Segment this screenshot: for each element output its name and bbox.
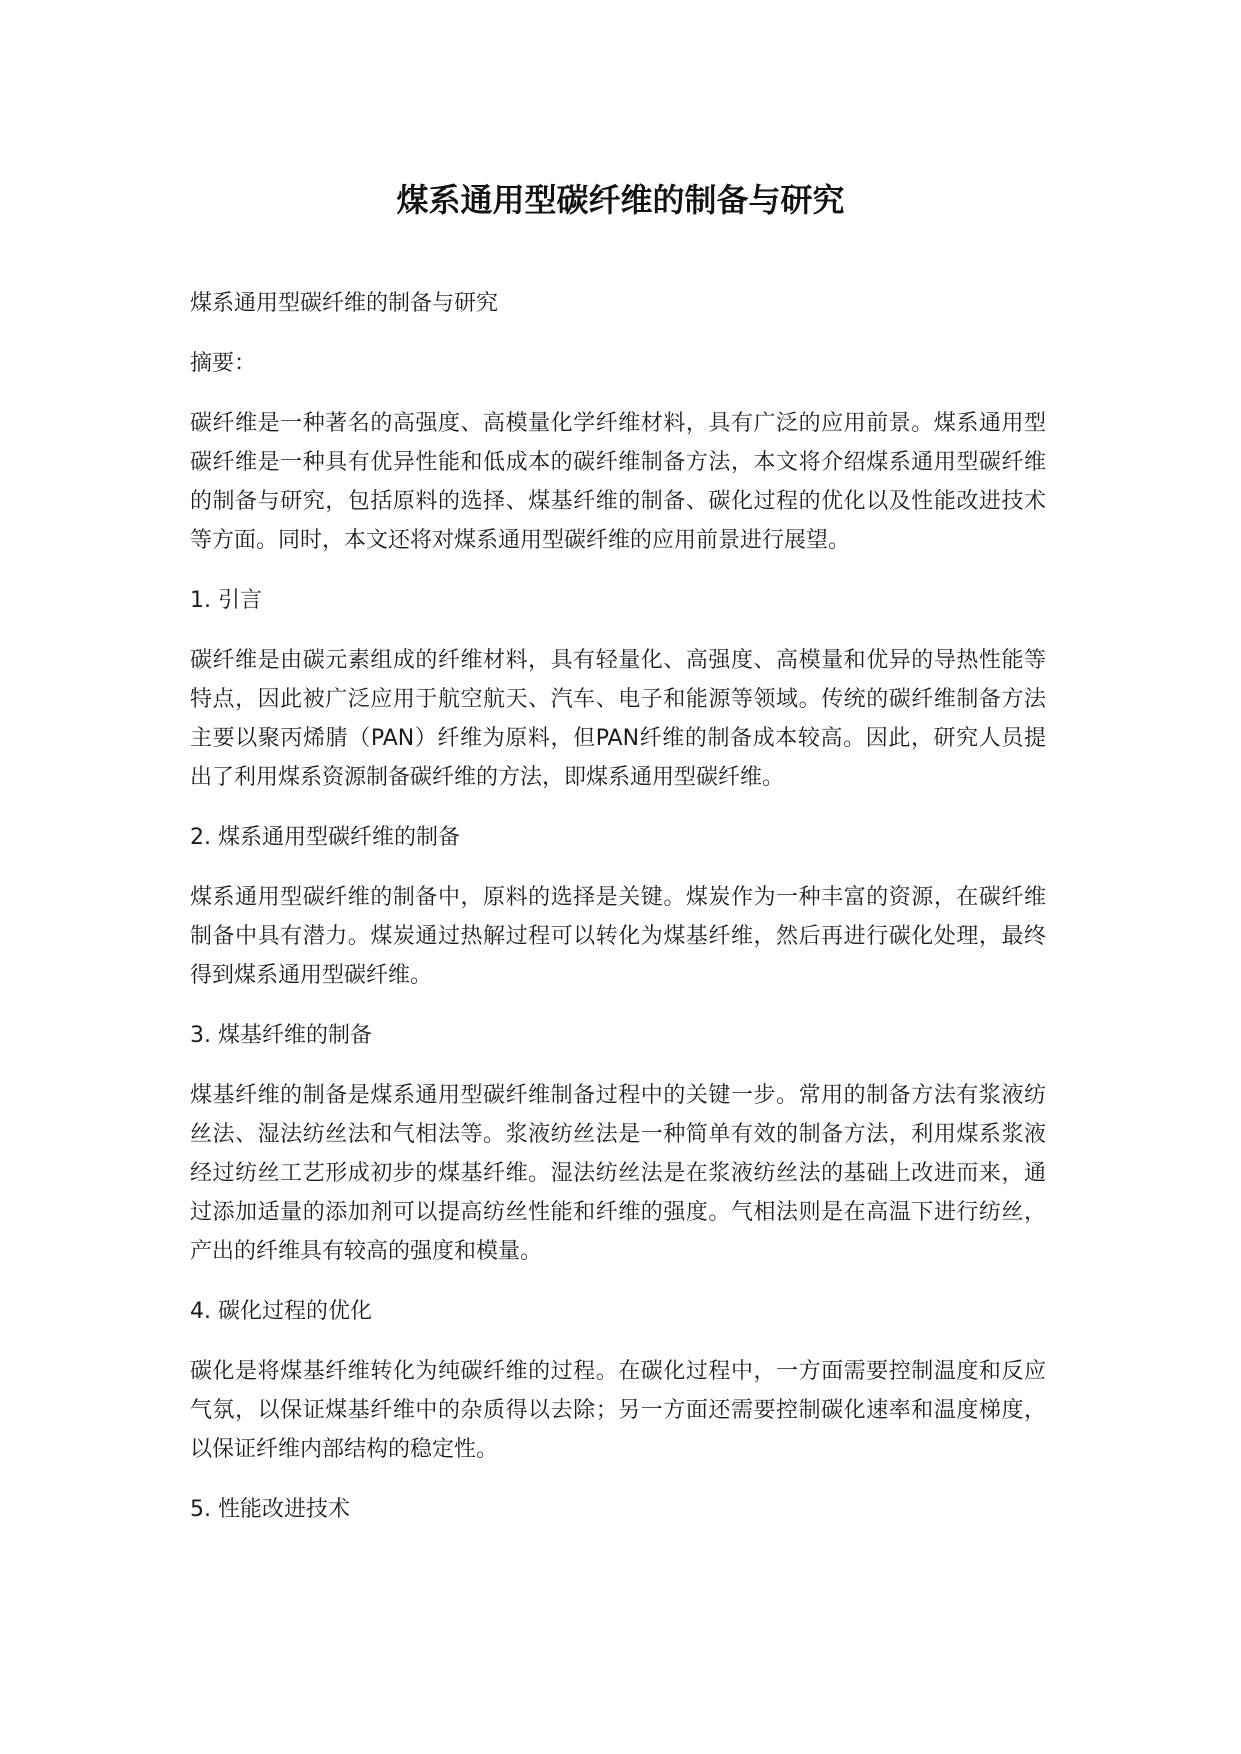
section-heading-introduction: 1. 引言 xyxy=(190,588,262,613)
document-subtitle: 煤系通用型碳纤维的制备与研究 xyxy=(190,291,499,316)
abstract-label: 摘要： xyxy=(190,351,257,376)
section-body-preparation: 煤系通用型碳纤维的制备中，原料的选择是关键。煤炭作为一种丰富的资源，在碳纤维制备中具有潜力。煤炭通过热解过程可以转化为煤基纤维，然后再进行碳化处理，最终得到煤系通用型碳纤维。 xyxy=(190,885,1046,988)
section-body-carbonization: 碳化是将煤基纤维转化为纯碳纤维的过程。在碳化过程中，一方面需要控制温度和反应气氛，以保证煤基纤维中的杂质得以去除；另一方面还需要控制碳化速率和温度梯度，以保证纤维内部结构的稳定性。 xyxy=(190,1359,1046,1462)
section-body-coal-fiber: 煤基纤维的制备是煤系通用型碳纤维制备过程中的关键一步。常用的制备方法有浆液纺丝法、湿法纺丝法和气相法等。浆液纺丝法是一种简单有效的制备方法，利用煤系浆液经过纺丝工艺形成初步的煤基纤维。湿法纺丝法是在浆液纺丝法的基础上改进而来，通过添加适量的添加剂可以提高纺丝性能和纤维的强度。气相法则是在高温下进行纺丝，产出的纤维具有较高的强度和模量。 xyxy=(190,1083,1046,1264)
section-heading-performance: 5. 性能改进技术 xyxy=(190,1497,350,1522)
document-title: 煤系通用型碳纤维的制备与研究 xyxy=(396,181,845,219)
section-body-introduction: 碳纤维是由碳元素组成的纤维材料，具有轻量化、高强度、高模量和优异的导热性能等特点，因此被广泛应用于航空航天、汽车、电子和能源等领域。传统的碳纤维制备方法主要以聚丙烯腈（PAN）纤维为原料，但PAN纤维的制备成本较高。因此，研究人员提出了利用煤系资源制备碳纤维的方法，即煤系通用型碳纤维。 xyxy=(190,648,1046,790)
section-heading-coal-fiber: 3. 煤基纤维的制备 xyxy=(190,1023,372,1048)
document-body xyxy=(190,284,1046,1529)
section-heading-preparation: 2. 煤系通用型碳纤维的制备 xyxy=(190,825,460,850)
abstract-text: 碳纤维是一种著名的高强度、高模量化学纤维材料，具有广泛的应用前景。煤系通用型碳纤维是一种具有优异性能和低成本的碳纤维制备方法，本文将介绍煤系通用型碳纤维的制备与研究，包括原料的选择、煤基纤维的制备、碳化过程的优化以及性能改进技术等方面。同时，本文还将对煤系通用型碳纤维的应用前景进行展望。 xyxy=(190,411,1046,553)
section-heading-carbonization: 4. 碳化过程的优化 xyxy=(190,1299,372,1324)
